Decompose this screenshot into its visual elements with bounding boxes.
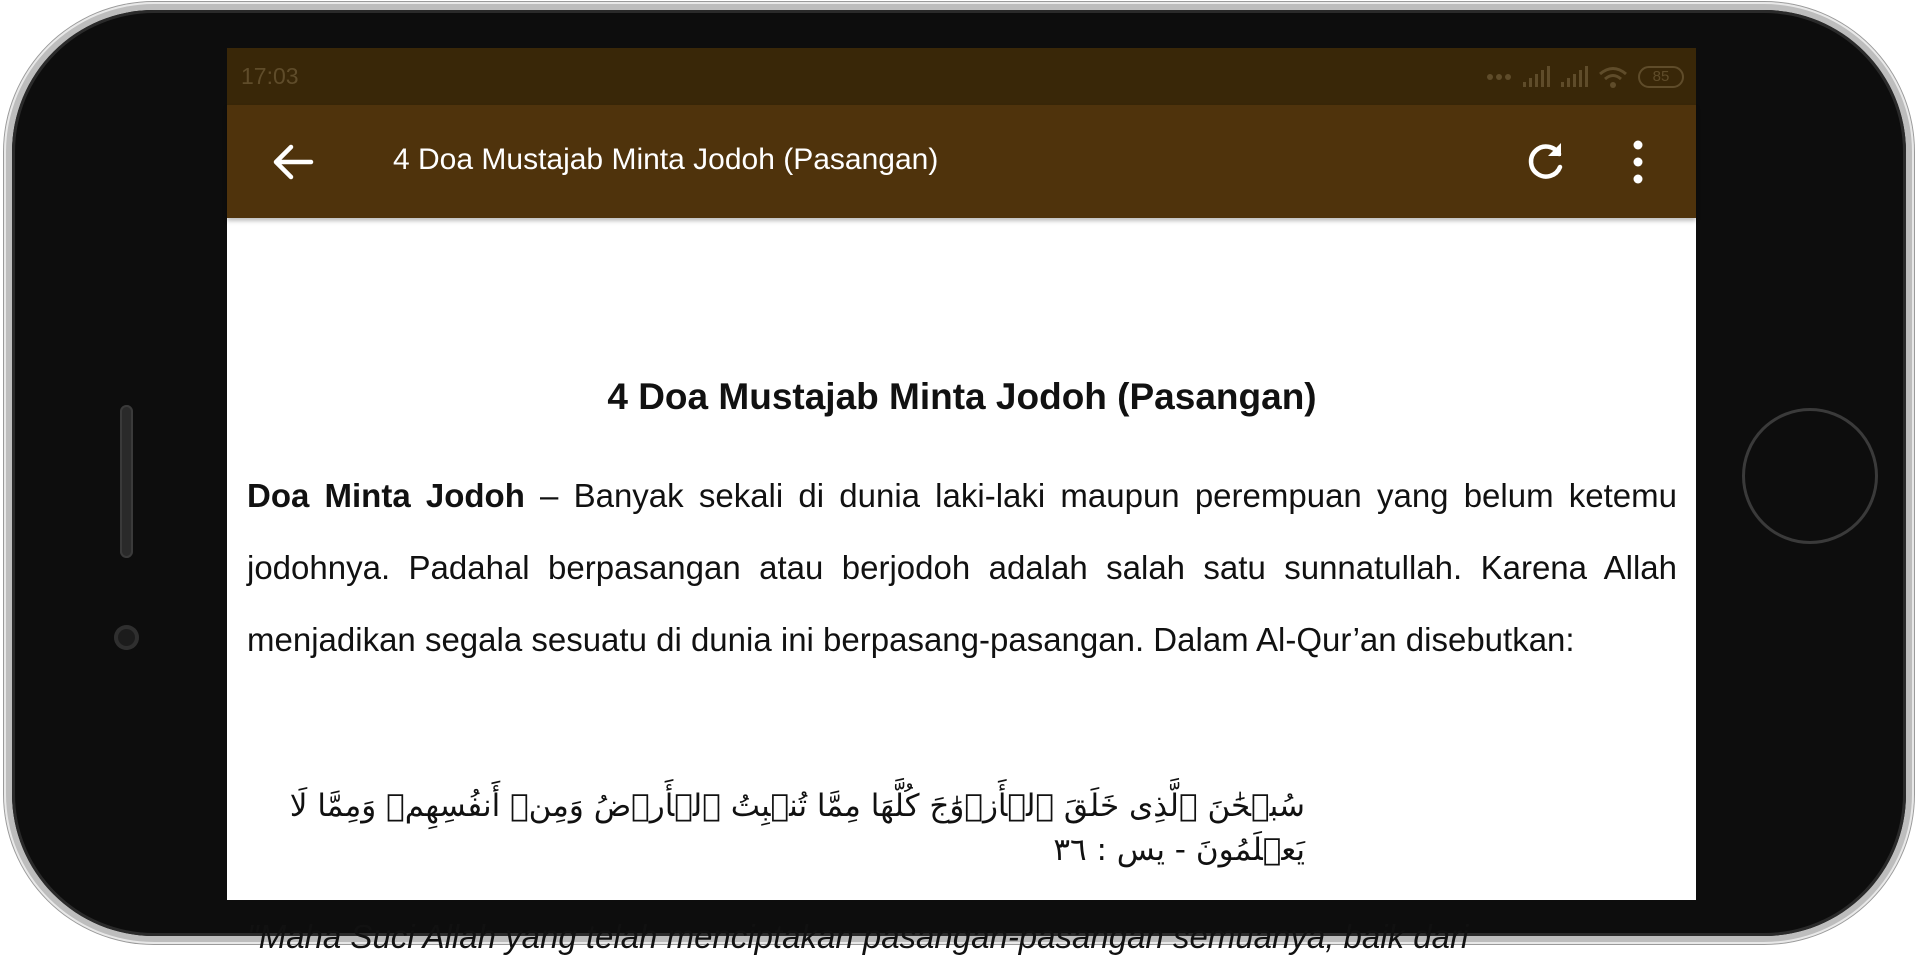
arabic-verse: سُبۡحَٰنَ ٱلَّذِی خَلَقَ ٱلۡأَزۡوَٰجَ كُلَّهَا مِمَّا تُنۢبِتُ ٱلۡأَرۡضُ وَمِنۡ أَنفُسِهِمۡ وَمِمَّا لَا يَعۡلَمُونَ - يس : ٣٦ [289, 788, 1305, 868]
article-lead-bold: Doa Minta Jodoh [247, 477, 525, 514]
article-title: 4 Doa Mustajab Minta Jodoh (Pasangan) [607, 376, 1317, 417]
status-time: 17:03 [241, 63, 299, 89]
status-bar [227, 48, 1696, 105]
battery-icon: 85 [1638, 66, 1684, 88]
phone-camera [114, 625, 139, 650]
refresh-button[interactable] [1524, 139, 1568, 183]
signal-icon [1560, 66, 1588, 88]
phone-speaker [120, 405, 133, 558]
overflow-menu-button[interactable] [1623, 139, 1653, 185]
wifi-icon [1598, 65, 1628, 89]
status-icons [1486, 64, 1684, 90]
article-translation-partial: "Maha Suci Allah yang telah menciptakan pasangan-pasangan semuanya, baik dari [247, 918, 1469, 955]
arrow-back-icon [271, 140, 315, 184]
more-dots-icon [1486, 72, 1512, 82]
back-button[interactable] [271, 140, 315, 184]
article-paragraph [247, 460, 1677, 676]
app-bar-title: 4 Doa Mustajab Minta Jodoh (Pasangan) [393, 143, 939, 176]
phone-home-button[interactable] [1742, 408, 1878, 544]
signal-icon [1522, 66, 1550, 88]
article-paragraph-text: – Banyak sekali di dunia laki-laki maupun perempuan yang belum ketemu jodohnya. Padahal berpasangan atau berjodoh adalah salah satu sunnatullah. Karena Allah menjadikan segala sesuatu di dunia ini berpasang-pasangan. Dalam Al-Qur’an disebutkan: [247, 477, 1677, 658]
app-screen [227, 48, 1696, 955]
app-bar [227, 105, 1696, 218]
refresh-icon [1524, 139, 1568, 183]
more-vert-icon [1623, 139, 1653, 185]
